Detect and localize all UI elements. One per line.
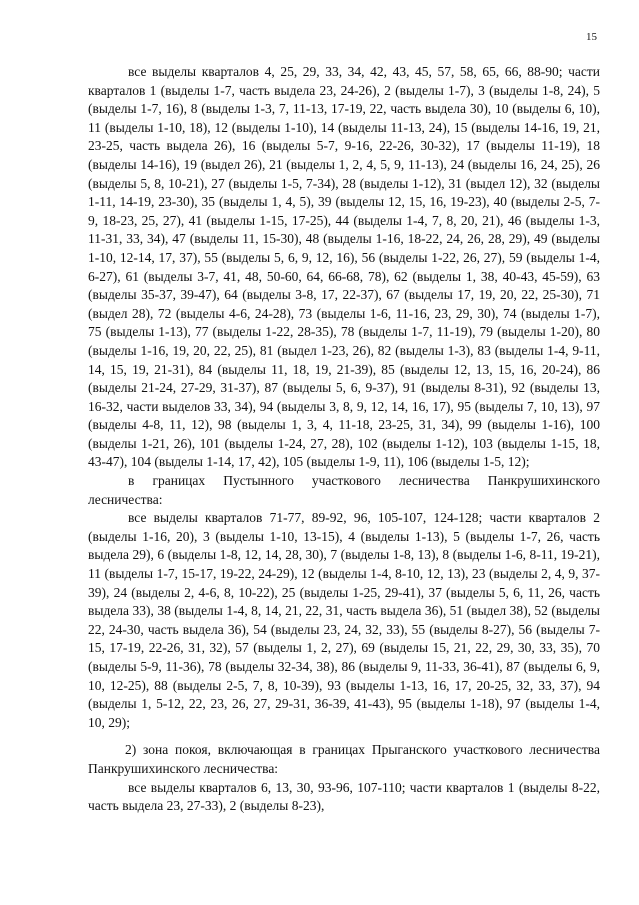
- spacer: [88, 732, 600, 741]
- page-number: 15: [586, 31, 597, 43]
- paragraph-quarters-list: все выделы кварталов 4, 25, 29, 33, 34, 42, 43, 45, 57, 58, 65, 66, 88-90; части кварталов 1 (выделы 1-7, часть выдела 23, 24-26), 2 (выделы 1-7), 3 (выделы 1-8, 24), 5 (выделы 1-7, 16), 8 (выделы 1-3, 7, 11-13, 17-19, 22, часть выдела 30), 10 (выделы 6, 10), 11 (выделы 1-10, 18), 12 (выделы 1-10), 14 (выделы 11-13, 24), 15 (выделы 14-16, 19, 21, 23-25, часть выдела 26), 16 (выделы 5-7, 9-16, 22-26, 30-32), 17 (выделы 11-19), 18 (выделы 14-16), 19 (выдел 26), 21 (выделы 1, 2, 4, 5, 9, 11-13), 24 (выделы 16, 24, 25), 26 (выделы 5, 8, 10-21), 27 (выделы 1-5, 7-34), 28 (выделы 1-12), 31 (выдел 12), 32 (выделы 1-11, 14-19, 23-30), 35 (выделы 1, 4, 5), 39 (выделы 12, 15, 16, 19-23), 40 (выделы 2-5, 7-9, 18-23, 25, 27), 41 (выделы 1-15, 17-25), 44 (выделы 1-4, 7, 8, 20, 21), 46 (выделы 1-3, 11-31, 33, 34), 47 (выделы 11, 15-30), 48 (выделы 1-16, 18-22, 24, 26, 28, 29), 49 (выделы 1-10, 12-14, 17, 37), 55 (выделы 5, 6, 9, 12, 16), 56 (выделы 1-22, 26, 27), 59 (выделы 1-4, 6-27), 61 (выделы 3-7, 41, 48, 50-60, 64, 66-68, 78), 62 (выделы 1, 38, 40-43, 45-59), 63 (выделы 35-37, 39-47), 64 (выделы 3-8, 17, 22-37), 67 (выделы 17, 19, 20, 22, 25-30), 71 (выдел 28), 72 (выделы 4-6, 24-28), 73 (выделы 1-6, 11-16, 23, 29, 30), 74 (выделы 1-7), 75 (выделы 1-13), 77 (выделы 1-22, 28-35), 78 (выделы 1-7, 11-19), 79 (выделы 1-20), 80 (выделы 1-16, 19, 20, 22, 25), 81 (выдел 1-23, 26), 82 (выделы 1-3), 83 (выделы 1-4, 9-11, 14, 15, 19, 21-31), 84 (выделы 11, 18, 19, 21-39), 85 (выделы 12, 13, 15, 16, 20-24), 86 (выделы 21-24, 27-29, 31-37), 87 (выделы 5, 6, 9-37), 91 (выделы 8-31), 92 (выделы 13, 16-32, части выделов 33, 34), 94 (выделы 3, 8, 9, 12, 14, 16, 17), 95 (выделы 7, 10, 13), 97 (выделы 4-8, 11, 12), 98 (выделы 1, 3, 4, 11-18, 23-25, 31, 34), 99 (выделы 1-16), 100 (выделы 1-21, 26), 101 (выделы 1-24, 27, 28), 102 (выделы 1-12), 103 (выделы 1-15, 18, 43-47), 104 (выделы 1-14, 17, 42), 105 (выделы 1-9, 11), 106 (выделы 1-5, 12);: [88, 64, 600, 470]
- paragraph-pustynnoe-heading: в границах Пустынного участкового лесничества Панкрушихинского лесничества:: [88, 473, 600, 507]
- document-body: [88, 63, 600, 816]
- paragraph-rest-zone-quarters: все выделы кварталов 6, 13, 30, 93-96, 107-110; части кварталов 1 (выделы 8-22, часть выдела 23, 27-33), 2 (выделы 8-23),: [88, 779, 600, 814]
- paragraph-pustynnoe-quarters: все выделы кварталов 71-77, 89-92, 96, 105-107, 124-128; части кварталов 2 (выделы 1-16, 20), 3 (выделы 1-10, 13-15), 4 (выделы 1-13), 5 (выделы 1-7, 26, часть выдела 29), 6 (выделы 1-8, 12, 14, 28, 30), 7 (выделы 1-8, 13), 8 (выделы 1-6, 8-11, 19-21), 11 (выделы 1-7, 15-17, 19-22, 24-29), 12 (выделы 1-4, 8-10, 12, 13), 23 (выделы 2, 4, 9, 37-39), 24 (выделы 2, 4-6, 8, 10-22), 25 (выделы 1-25, 29-41), 37 (выделы 5, 6, 11, 26, часть выдела 33), 38 (выделы 1-4, 8, 14, 21, 22, 31, часть выдела 36), 51 (выдел 38), 52 (выделы 22, 24-30, часть выдела 36), 54 (выделы 23, 24, 32, 33), 55 (выделы 8-27), 56 (выделы 7-15, 17-19, 22-26, 31, 32), 57 (выделы 1, 2, 27), 69 (выделы 15, 21, 22, 29, 30, 33, 35), 70 (выделы 5-9, 11-36), 78 (выделы 32-34, 38), 86 (выделы 9, 11-33, 36-41), 87 (выделы 6, 9, 10, 12-25), 88 (выделы 2-5, 7, 8, 10-39), 93 (выделы 1-13, 16, 17, 20-25, 32, 33, 37), 94 (выделы 1, 5-12, 22, 23, 26, 27, 29-31, 36-39, 41-43), 95 (выделы 1-18), 97 (выделы 1-4, 10, 29);: [88, 510, 600, 730]
- paragraph-rest-zone-heading: 2) зона покоя, включающая в границах Прыганского участкового лесничества Панкрушихинского лесничества:: [88, 742, 600, 776]
